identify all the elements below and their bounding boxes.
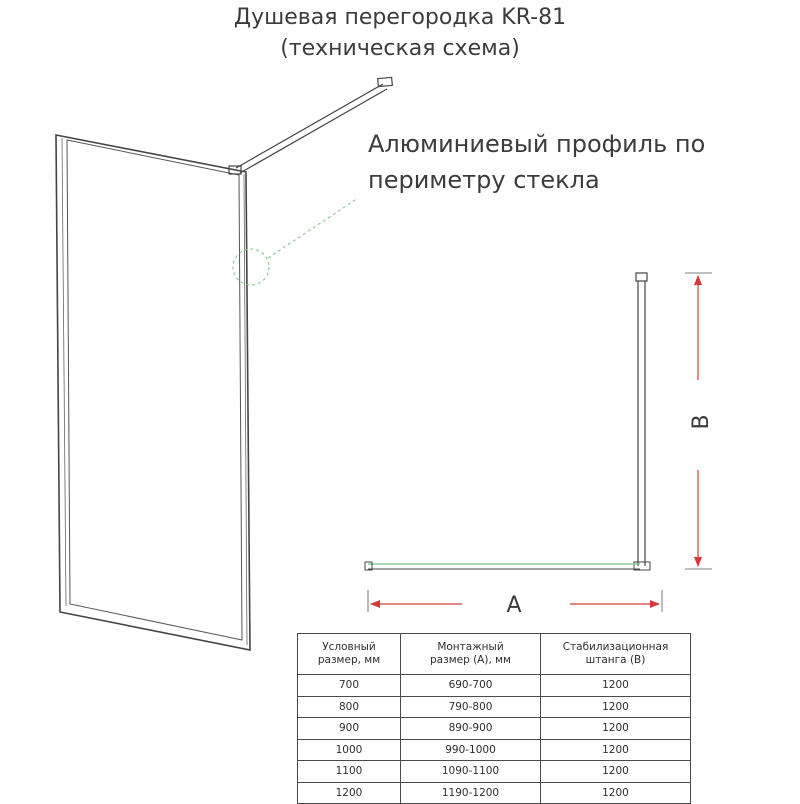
table-cell: 1000: [298, 739, 401, 761]
table-cell: 1090-1100: [401, 761, 541, 783]
dimension-b: [685, 273, 714, 569]
table-cell: 1200: [541, 718, 691, 740]
table-cell: 1200: [541, 739, 691, 761]
table-header-row: [298, 634, 691, 675]
table-row: [298, 761, 691, 783]
table-cell: 800: [298, 696, 401, 718]
title-line-2: (техническая схема): [280, 36, 520, 61]
header-stabilizer-bar: Стабилизационная штанга (В): [541, 634, 691, 675]
table-cell: 1200: [541, 782, 691, 804]
plan-view-glass: [365, 562, 640, 570]
table-row: [298, 696, 691, 718]
table-cell: 1200: [298, 782, 401, 804]
table-cell: 890-900: [401, 718, 541, 740]
table-cell: 690-700: [401, 675, 541, 697]
dimension-a-label: A: [506, 593, 522, 618]
table-cell: 900: [298, 718, 401, 740]
table-cell: 700: [298, 675, 401, 697]
table-row: [298, 675, 691, 697]
sizes-table: [297, 633, 691, 804]
callout-line-1: Алюминиевый профиль по: [368, 130, 706, 158]
glass-panel-perspective: [56, 135, 250, 650]
table-cell: 990-1000: [401, 739, 541, 761]
profile-detail-marker: [233, 198, 358, 285]
table-row: [298, 739, 691, 761]
table-cell: 1200: [541, 696, 691, 718]
table-row: [298, 782, 691, 804]
table-cell: 790-800: [401, 696, 541, 718]
header-nominal-size: Условный размер, мм: [298, 634, 401, 675]
dimension-a: [368, 590, 662, 618]
table-cell: 1200: [541, 675, 691, 697]
header-mounting-size: Монтажный размер (А), мм: [401, 634, 541, 675]
dimension-b-label: B: [689, 414, 714, 430]
stabilizer-bar-perspective: [229, 77, 392, 174]
table-cell: 1200: [541, 761, 691, 783]
table-cell: 1100: [298, 761, 401, 783]
table-cell: 1190-1200: [401, 782, 541, 804]
callout-line-2: периметру стекла: [368, 166, 600, 194]
table-row: [298, 718, 691, 740]
side-view-bar: [634, 273, 650, 570]
title-line-1: Душевая перегородка KR-81: [233, 5, 567, 30]
